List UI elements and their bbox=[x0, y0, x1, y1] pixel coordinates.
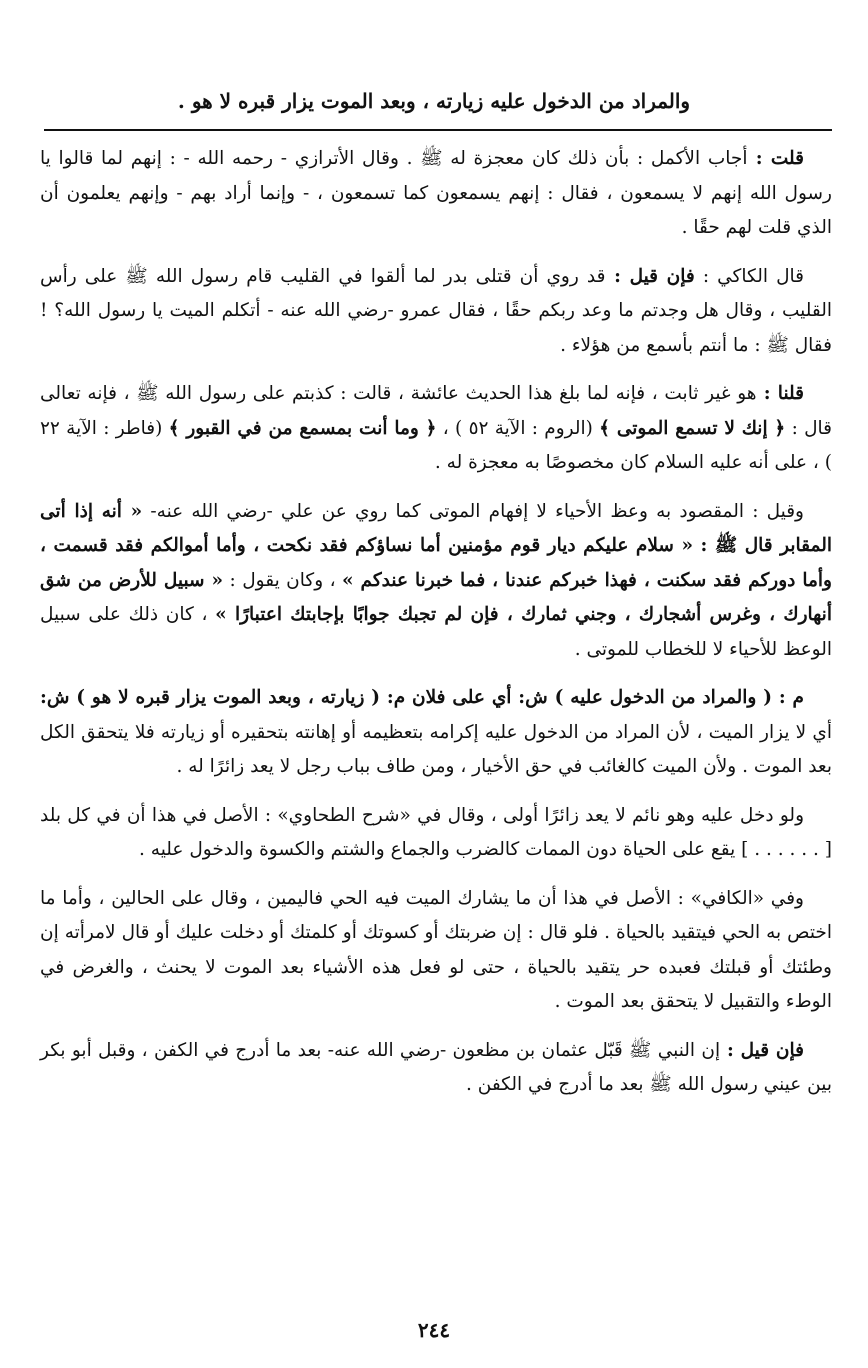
text-segment: أي لا يزار الميت ، لأن المراد من الدخول عليه إكرامه بتعظيمه أو إهانته بتحقيره أو زيارته فلا يتحقق الكل بعد الموت . ولأن الميت كالغائب في حق الأخيار ، ومن طاف بباب رجل لا يعد زائرًا له . bbox=[40, 721, 832, 777]
text-segment: وقيل : المقصود به وعظ الأحياء لا إفهام الموتى كما روي عن علي -رضي الله عنه- bbox=[142, 500, 804, 522]
text-segment: فإن قيل : bbox=[605, 265, 695, 287]
text-segment: إن النبي ﷺ قَبّل عثمان بن مظعون -رضي الله عنه- بعد ما أدرج في الكفن ، وقبل أبو بكر بين عيني رسول الله ﷺ بعد ما أدرج في الكفن . bbox=[40, 1039, 832, 1095]
paragraph-2 bbox=[40, 260, 832, 364]
matn-quote: م : ( والمراد من الدخول عليه ) ش: أي على فلان م: ( زيارته ، وبعد الموت يزار قبره لا هو ) ش: bbox=[40, 687, 804, 708]
text-segment: قال الكاكي : bbox=[694, 265, 805, 287]
text-segment: أجاب الأكمل : بأن ذلك كان معجزة له ﷺ . وقال الأترازي - رحمه الله - : bbox=[161, 148, 748, 169]
page-number: ٢٤٤ bbox=[417, 1318, 451, 1342]
text-segment: ، وكان يقول : bbox=[223, 569, 342, 591]
paragraph-4 bbox=[40, 495, 832, 668]
text-segment: (فاطر : الآية ٢٢ ) ، على أنه عليه السلام كان مخصوصًا به معجزة له . bbox=[40, 417, 832, 473]
paragraph-3 bbox=[40, 377, 832, 481]
paragraph-7 bbox=[40, 882, 832, 1020]
text-segment: قلنا : bbox=[756, 383, 804, 404]
text-segment: وفي «الكافي» : الأصل في هذا أن ما يشارك الميت فيه الحي فاليمين ، وقال على الحالين ، وأما ما اختص به الحي فيتقيد بالحياة . فلو قال : إن ضربتك أو كسوتك أو كلمتك أو دخلت عليك أو قال لامرأته إن وطئتك أو قبلتك فعبده حر يتقيد بالحياة ، حتى لو فعل هذه الأشياء بعد الموت لا يحنث ، والغرض في الوطء والتقبيل لا يتحقق بعد الموت . bbox=[40, 887, 832, 1012]
hadith-quote: « أنه إذا أتى المقابر قال ﷺ : « سلام عليكم ديار قوم مؤمنين أما نساؤكم فقد نكحت ، وأما أموالكم فقد قسمت ، وأما دوركم فقد سكنت ، فهذا خبركم عندنا ، فما خبرنا عندكم » bbox=[40, 500, 832, 591]
quran-quote: ﴿ إنك لا تسمع الموتى ﴾ bbox=[599, 417, 786, 439]
text-segment: (الروم : الآية ٥٢ ) ، bbox=[436, 417, 600, 439]
paragraph-1 bbox=[40, 142, 832, 246]
text-segment: إنهم لما قالوا يا رسول الله إنهم لا يسمعون ، فقال : إنهم يسمعون كما تسمعون ، - وإنما أراد بهم - وإنهم يعلمون أن الذي قلت لهم حقًا . bbox=[40, 148, 832, 238]
quran-quote: ﴿ وما أنت بمسمع من في القبور ﴾ bbox=[168, 417, 437, 439]
header-rule bbox=[44, 129, 832, 131]
text-segment: فإن قيل : bbox=[720, 1039, 804, 1061]
text-segment: هو غير ثابت ، فإنه لما بلغ هذا الحديث عائشة ، قالت : كذبتم على رسول الله ﷺ ، فإنه تعالى قال : bbox=[40, 383, 833, 439]
paragraph-6 bbox=[40, 799, 832, 868]
text-segment: قد روي أن قتلى بدر لما ألقوا في القليب قام رسول الله ﷺ على رأس القليب ، وقال هل وجدتم ما وعد ربكم حقًا ، فقال عمرو -رضي الله عنه - أتكلم الميت يا رسول الله؟ ! فقال ﷺ : ما أنتم بأسمع من هؤلاء . bbox=[40, 265, 832, 356]
paragraph-8 bbox=[40, 1034, 832, 1103]
text-segment: قلت : bbox=[747, 148, 804, 169]
hadith-quote: « سبيل للأرض من شق أنهارك ، وغرس أشجارك ، وجني ثمارك ، فإن لم تجبك جوابًا بإجابتك اعتبارًا » bbox=[40, 569, 832, 625]
text-segment: ، كان ذلك على سبيل الوعظ للأحياء لا للخطاب للموتى . bbox=[40, 604, 832, 660]
running-title: والمراد من الدخول عليه زيارته ، وبعد الموت يزار قبره لا هو . bbox=[177, 89, 691, 113]
paragraph-5 bbox=[40, 681, 832, 785]
text-body bbox=[40, 142, 832, 1117]
text-segment: ولو دخل عليه وهو نائم لا يعد زائرًا أولى ، وقال في «شرح الطحاوي» : الأصل في هذا أن في كل بلد [ . . . . . . ] يقع على الحياة دون الممات كالضرب والجماع والشتم والكسوة والدخول عليه . bbox=[40, 804, 832, 860]
